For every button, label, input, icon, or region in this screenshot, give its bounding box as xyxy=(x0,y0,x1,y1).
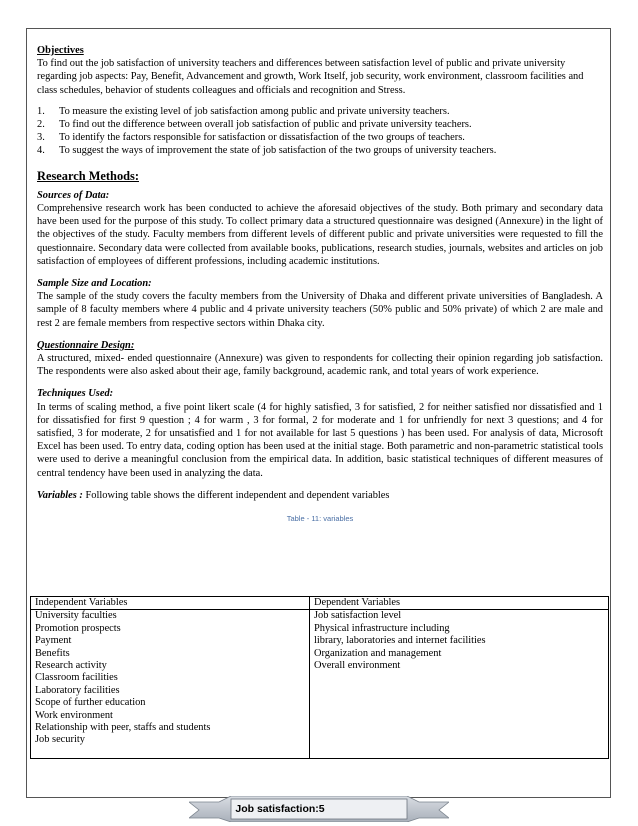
techniques-text: In terms of scaling method, a five point likert scale (4 for highly satisfied, 3 for satisfied, 2 for neither satisfied nor dissatisfied and 1 for dissatisfied for first 9 question ; 4 for warm , 3 for formal, 2 for moderate and 1 for unfriendly for next 3 questions; and 4 for satisfied, 3 for moderate, 2 for unsatisfied and 1 for not available for last 5 questions ) has been used. For analysis of data, Microsoft Excel has been used. To entry data, coding option has been used at the initial stage. Both parametric and non-parametric statistical tools were used to derive a meaningful conclusion from the empirical data. In addition, basic statistical techniques of different measures of central tendency have been used in analyzing the data. xyxy=(37,401,603,479)
list-item: Job security xyxy=(35,734,85,746)
list-item: Benefits xyxy=(35,647,70,659)
objectives-list xyxy=(37,105,603,158)
list-item: library, laboratories and internet facilities xyxy=(314,635,486,647)
list-item: Physical infrastructure including xyxy=(314,622,450,634)
list-item: Scope of further education xyxy=(35,697,146,709)
table-row xyxy=(31,610,609,759)
list-item: 4. To suggest the ways of improvement the state of job satisfaction of the two groups of university teachers. xyxy=(37,145,497,157)
sample-heading: Sample Size and Location: xyxy=(37,278,152,290)
variables-line: Variables : Following table shows the different independent and dependent variables xyxy=(37,489,390,501)
list-item: Promotion prospects xyxy=(35,622,121,634)
sources-text: Comprehensive research work has been conducted to achieve the aforesaid objectives of the study. Both primary and secondary data have been used for the purpose of this study. To collect primary data a structured questionnaire was designed (Annexure) in the light of the objectives of the study. Faculty members from different levels of different public and private universities were requested to fill the questionnaire. Secondary data were collected from available books, publications, research studies, journals, websites and articles on job satisfaction of employees of different professions, including academic institutions. xyxy=(37,203,603,267)
sources-heading: Sources of Data: xyxy=(37,189,110,201)
questionnaire-text: A structured, mixed- ended questionnaire (Annexure) was given to respondents for collecting their opinion regarding job satisfaction. The respondents were also asked about their age, family background, academic rank, and total years of work experience. xyxy=(37,353,603,378)
list-item: 2. To find out the difference between overall job satisfaction of public and private university teachers. xyxy=(37,119,472,131)
variables-table xyxy=(30,596,609,759)
list-item: Payment xyxy=(35,635,72,647)
list-item: Overall environment xyxy=(314,660,401,672)
list-item: Research activity xyxy=(35,660,107,672)
list-item: Work environment xyxy=(35,709,113,721)
techniques-heading: Techniques Used: xyxy=(37,388,114,400)
list-item: 1. To measure the existing level of job satisfaction among public and private university teachers. xyxy=(37,105,450,117)
table-header-row xyxy=(31,597,609,610)
sample-text: The sample of the study covers the faculty members from the University of Dhaka and different private universities of Bangladesh. A sample of 8 faculty members where 4 public and 4 private university teachers (50% public and 50% private) of which 2 are male and rest 2 are female members from respective sectors within Dhaka city. xyxy=(37,291,603,329)
list-item: Laboratory facilities xyxy=(35,684,120,696)
objectives-intro: To find out the job satisfaction of university teachers and differences between satisfaction level of public and private university regarding job aspects: Pay, Benefit, Advancement and growth, Work Itself, job security, work environment, classroom facilities and class schedules, behavior of students colleagues and officials and recognition and Stress. xyxy=(37,58,584,96)
list-item: Relationship with peer, staffs and students xyxy=(35,722,211,734)
independent-list xyxy=(31,610,310,759)
table-caption: Table - 11: variables xyxy=(286,514,354,524)
independent-header: Independent Variables xyxy=(31,597,310,610)
dependent-header: Dependent Variables xyxy=(310,597,609,610)
dependent-list xyxy=(310,610,609,759)
list-item: Organization and management xyxy=(314,647,442,659)
list-item: University faculties xyxy=(35,610,117,622)
document-body xyxy=(37,44,603,533)
objectives-heading: Objectives xyxy=(37,45,84,56)
footer-page-label: Job satisfaction:5 xyxy=(235,803,325,815)
research-methods-heading: Research Methods: xyxy=(37,168,139,183)
questionnaire-heading: Questionnaire Design: xyxy=(37,339,135,351)
list-item: 3. To identify the factors responsible for satisfaction or dissatisfaction of the two groups of teachers. xyxy=(37,132,465,144)
list-item: Job satisfaction level xyxy=(314,610,402,622)
list-item: Classroom facilities xyxy=(35,672,118,684)
